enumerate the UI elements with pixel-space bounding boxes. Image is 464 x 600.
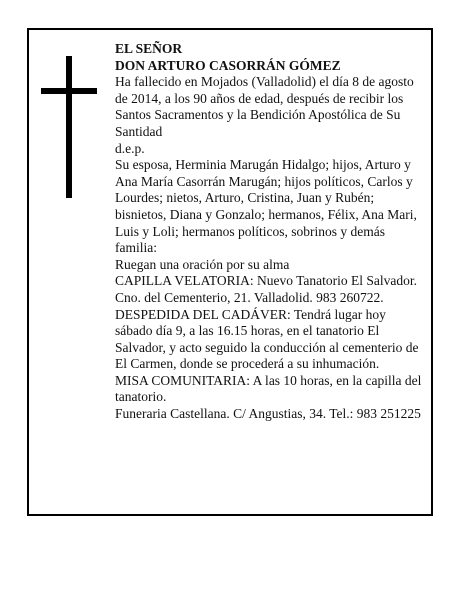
notice-chapel: CAPILLA VELATORIA: Nuevo Tanatorio El Salvador. Cno. del Cementerio, 21. Valladolid. 983 260722. (115, 273, 418, 305)
notice-heading-title: EL SEÑOR (115, 41, 183, 56)
notice-family: Su esposa, Herminia Marugán Hidalgo; hijos, Arturo y Ana María Casorrán Marugán; hijos políticos, Carlos y Lourdes; nietos, Arturo, Cristina, Juan y Rubén; bisnietos, Diana y Gonzalo; hermanos, Félix, Ana Mari, Luis y Loli; hermanos políticos, sobrinos y demás familia: (115, 157, 417, 256)
obituary-notice (27, 28, 433, 516)
notice-funeral-home: Funeraria Castellana. C/ Angustias, 34. Tel.: 983 251225 (115, 406, 421, 422)
notice-mass: MISA COMUNITARIA: A las 10 horas, en la capilla del tanatorio. (115, 372, 422, 405)
notice-farewell: DESPEDIDA DEL CADÁVER: Tendrá lugar hoy sábado día 9, a las 16.15 horas, en el tanatorio El Salvador, y acto seguido la conducción al cementerio de El Carmen, donde se procederá a su inhumación. (115, 306, 419, 372)
notice-text (115, 41, 425, 423)
cross-icon-vertical-bar (66, 56, 72, 198)
cross-icon-horizontal-bar (41, 88, 97, 94)
notice-heading-name: DON ARTURO CASORRÁN GÓMEZ (115, 57, 341, 73)
notice-rip: d.e.p. (115, 140, 145, 156)
notice-prayer: Ruegan una oración por su alma (115, 256, 290, 272)
notice-death-announcement: Ha fallecido en Mojados (Valladolid) el día 8 de agosto de 2014, a los 90 años de edad, después de recibir los Santos Sacramentos y la Bendición Apostólica de Su Santidad (115, 74, 414, 139)
